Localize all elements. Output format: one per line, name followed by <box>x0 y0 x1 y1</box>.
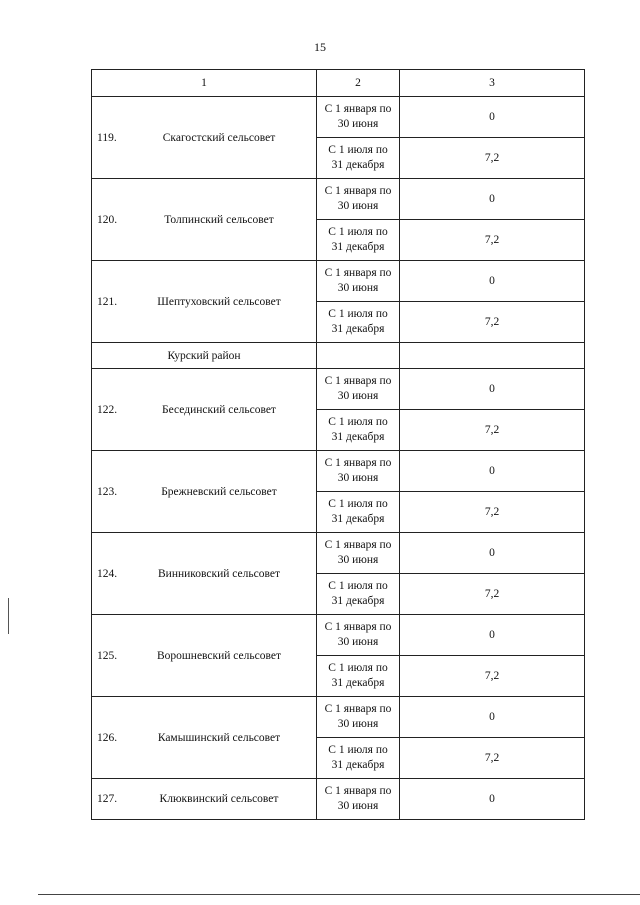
period-line: 31 декабря <box>331 677 385 689</box>
rate-cell: 0 <box>400 697 585 738</box>
rate-cell: 7,2 <box>400 656 585 697</box>
row-number: 122. <box>97 403 118 416</box>
period-cell <box>317 138 400 179</box>
row-number: 120. <box>97 213 118 226</box>
period-line: 31 декабря <box>331 323 385 335</box>
period-cell <box>317 261 400 302</box>
period-line: С 1 января по <box>324 375 392 387</box>
period-line: С 1 июля по <box>328 416 388 428</box>
period-line: 31 декабря <box>331 595 385 607</box>
table-row <box>92 451 585 492</box>
period-line: 31 декабря <box>331 159 385 171</box>
council-cell <box>92 615 317 697</box>
period-line: 30 июня <box>337 472 379 484</box>
period-cell <box>317 369 400 410</box>
rate-cell: 7,2 <box>400 410 585 451</box>
rate-cell: 0 <box>400 451 585 492</box>
rate-cell: 0 <box>400 179 585 220</box>
period-cell <box>317 615 400 656</box>
district-row <box>92 343 585 369</box>
table-row <box>92 697 585 738</box>
table-row <box>92 97 585 138</box>
council-name: Бесединский сельсовет <box>162 403 276 416</box>
period-line: 30 июня <box>337 718 379 730</box>
period-cell <box>317 574 400 615</box>
row-number: 125. <box>97 649 118 662</box>
empty-cell <box>317 343 400 369</box>
empty-cell <box>400 343 585 369</box>
period-cell <box>317 533 400 574</box>
page-number: 15 <box>314 40 326 54</box>
period-line: С 1 июля по <box>328 580 388 592</box>
period-cell <box>317 697 400 738</box>
rate-cell: 7,2 <box>400 574 585 615</box>
period-cell <box>317 220 400 261</box>
rate-cell: 7,2 <box>400 302 585 343</box>
period-cell <box>317 302 400 343</box>
table-row <box>92 179 585 220</box>
council-name: Ворошневский сельсовет <box>157 649 281 662</box>
rate-cell: 0 <box>400 533 585 574</box>
council-cell <box>92 697 317 779</box>
row-number: 124. <box>97 567 118 580</box>
rate-cell: 0 <box>400 97 585 138</box>
row-number: 127. <box>97 793 118 805</box>
period-line: 30 июня <box>337 200 379 212</box>
table-header-row <box>92 70 585 97</box>
period-line: 31 декабря <box>331 241 385 253</box>
period-line: С 1 января по <box>324 185 392 197</box>
rate-cell: 0 <box>400 369 585 410</box>
council-cell <box>92 533 317 615</box>
period-line: 31 декабря <box>331 759 385 771</box>
column-header-3: 3 <box>400 70 585 97</box>
period-line: 31 декабря <box>331 513 385 525</box>
period-cell <box>317 410 400 451</box>
period-cell <box>317 738 400 779</box>
period-line: С 1 июля по <box>328 144 388 156</box>
period-line: 30 июня <box>337 636 379 648</box>
period-line: 30 июня <box>337 554 379 566</box>
period-cell <box>317 492 400 533</box>
council-cell <box>92 779 317 820</box>
period-line: С 1 января по <box>324 621 392 633</box>
period-line: 30 июня <box>337 390 379 402</box>
rate-cell: 0 <box>400 261 585 302</box>
period-cell <box>317 97 400 138</box>
row-number: 121. <box>97 295 118 308</box>
period-line: 30 июня <box>337 282 379 294</box>
council-cell <box>92 261 317 343</box>
table-row <box>92 615 585 656</box>
period-cell <box>317 179 400 220</box>
council-name: Толпинский сельсовет <box>164 213 274 226</box>
council-name: Брежневский сельсовет <box>161 485 277 498</box>
margin-mark <box>8 598 9 634</box>
period-line: С 1 января по <box>324 103 392 115</box>
page-bottom-line <box>38 894 640 895</box>
table-row <box>92 369 585 410</box>
council-name: Шептуховский сельсовет <box>157 295 281 308</box>
period-line: С 1 января по <box>324 539 392 551</box>
rate-cell: 7,2 <box>400 220 585 261</box>
period-line: С 1 января по <box>324 703 392 715</box>
rate-cell: 7,2 <box>400 138 585 179</box>
column-header-2: 2 <box>317 70 400 97</box>
council-cell <box>92 369 317 451</box>
row-number: 119. <box>97 131 117 144</box>
council-name: Камышинский сельсовет <box>157 731 281 744</box>
rate-cell: 0 <box>400 779 585 820</box>
period-line: 30 июня <box>337 800 379 812</box>
period-cell <box>317 656 400 697</box>
rate-cell: 0 <box>400 615 585 656</box>
table-row <box>92 261 585 302</box>
council-name: Винниковский сельсовет <box>158 567 280 580</box>
council-cell <box>92 179 317 261</box>
council-name: Скагостский сельсовет <box>162 131 276 144</box>
rate-cell: 7,2 <box>400 738 585 779</box>
period-line: С 1 января по <box>324 267 392 279</box>
period-line: С 1 января по <box>324 457 392 469</box>
row-number: 126. <box>97 731 118 744</box>
period-line: С 1 января по <box>324 785 392 797</box>
table-row <box>92 779 585 820</box>
period-line: 31 декабря <box>331 431 385 443</box>
row-number: 123. <box>97 485 118 498</box>
column-header-1: 1 <box>92 70 317 97</box>
council-name: Клюквинский сельсовет <box>159 793 279 805</box>
period-line: С 1 июля по <box>328 498 388 510</box>
period-line: С 1 июля по <box>328 662 388 674</box>
council-cell <box>92 451 317 533</box>
period-line: 30 июня <box>337 118 379 130</box>
table-row <box>92 533 585 574</box>
council-cell <box>92 97 317 179</box>
district-name: Курский район <box>92 343 317 369</box>
period-line: С 1 июля по <box>328 226 388 238</box>
tax-rate-table <box>91 69 585 820</box>
period-cell <box>317 451 400 492</box>
period-cell <box>317 779 400 820</box>
rate-cell: 7,2 <box>400 492 585 533</box>
period-line: С 1 июля по <box>328 744 388 756</box>
period-line: С 1 июля по <box>328 308 388 320</box>
